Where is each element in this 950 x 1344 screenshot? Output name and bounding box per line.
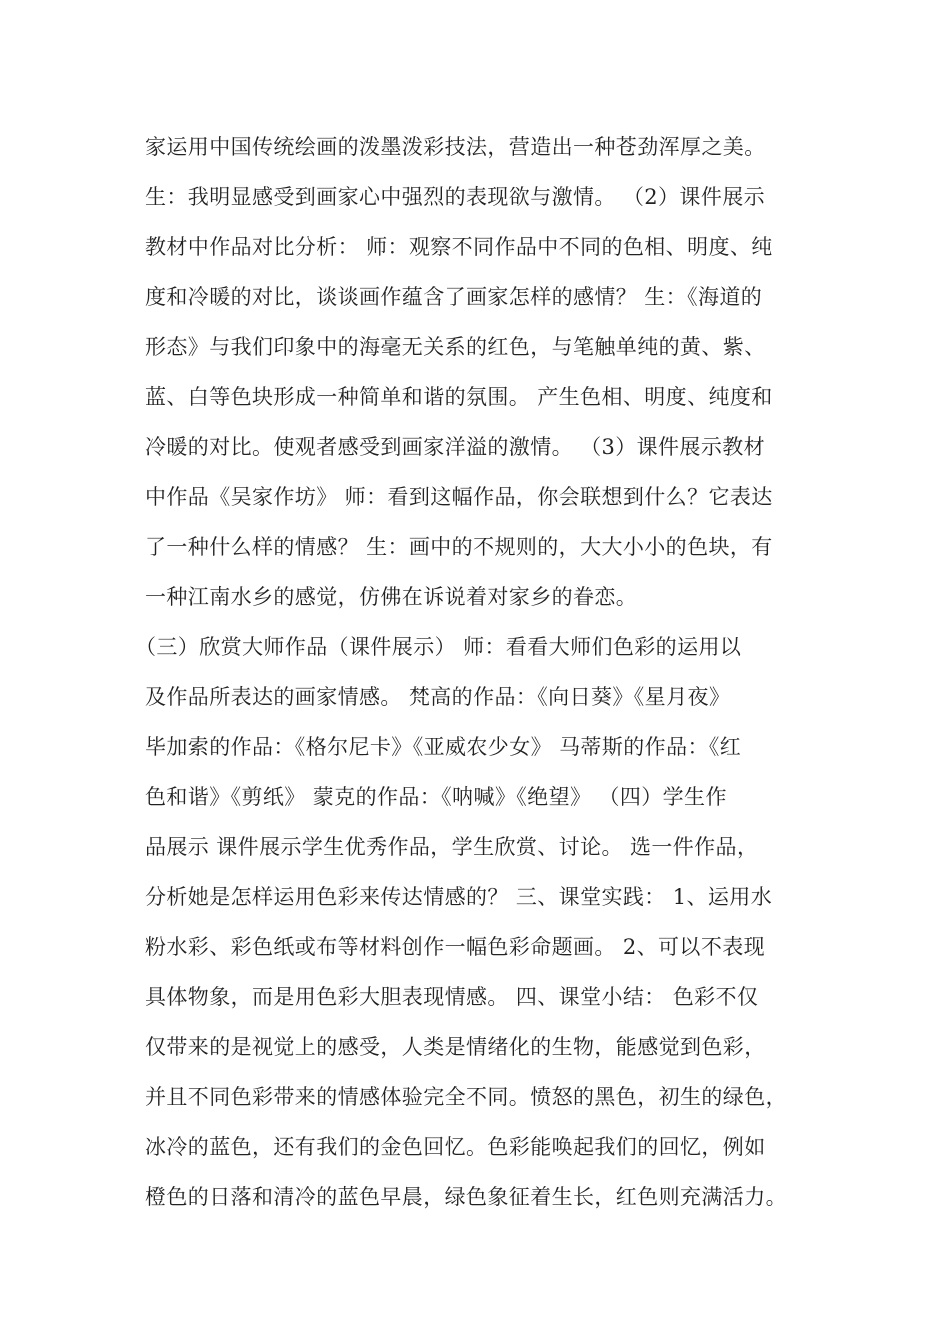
text-line-9: 了一种什么样的情感？ 生：画中的不规则的，大大小小的色块，有 <box>145 535 773 559</box>
text-line-17: 粉水彩、彩色纸或布等材料创作一幅色彩命题画。 2、可以不表现 <box>145 935 766 959</box>
text-line-3: 教材中作品对比分析： 师：观察不同作品中不同的色相、明度、纯 <box>145 235 773 259</box>
document-body <box>135 122 835 1222</box>
text-line-4: 度和冷暖的对比，谈谈画作蕴含了画家怎样的感情？ 生：《海道的 <box>145 285 763 309</box>
text-line-1: 家运用中国传统绘画的泼墨泼彩技法，营造出一种苍劲浑厚之美。 <box>145 135 766 159</box>
text-line-14: 色和谐》《剪纸》 蒙克的作品：《呐喊》《绝望》 （四）学生作 <box>145 785 727 809</box>
text-line-5: 形态》与我们印象中的海毫无关系的红色，与笔触单纯的黄、紫、 <box>145 335 766 359</box>
text-line-19: 仅带来的是视觉上的感受，人类是情绪化的生物，能感觉到色彩， <box>145 1035 766 1059</box>
text-line-22: 橙色的日落和清冷的蓝色早晨，绿色象征着生长，红色则充满活力。 <box>145 1185 787 1209</box>
text-line-10: 一种江南水乡的感觉，仿佛在诉说着对家乡的眷恋。 <box>145 585 638 609</box>
text-line-15: 品展示 课件展示学生优秀作品，学生欣赏、讨论。 选一件作品， <box>145 835 759 859</box>
text-line-7: 冷暖的对比。使观者感受到画家洋溢的激情。 （3）课件展示教材 <box>145 435 766 459</box>
text-line-6: 蓝、白等色块形成一种简单和谐的氛围。 产生色相、明度、纯度和 <box>145 385 773 409</box>
text-line-21: 冰冷的蓝色，还有我们的金色回忆。色彩能唤起我们的回忆，例如 <box>145 1135 766 1159</box>
text-line-18: 具体物象，而是用色彩大胆表现情感。 四、课堂小结： 色彩不仅 <box>145 985 759 1009</box>
text-line-13: 毕加索的作品：《格尔尼卡》《亚威农少女》 马蒂斯的作品：《红 <box>145 735 742 759</box>
text-line-11: （三）欣赏大师作品（课件展示） 师：看看大师们色彩的运用以 <box>135 635 742 659</box>
text-line-12: 及作品所表达的画家情感。 梵高的作品：《向日葵》《星月夜》 <box>145 685 731 709</box>
text-line-16: 分析她是怎样运用色彩来传达情感的？ 三、课堂实践： 1、运用水 <box>145 885 773 909</box>
text-line-8: 中作品《吴家作坊》 师：看到这幅作品，你会联想到什么？它表达 <box>145 485 773 509</box>
text-line-20: 并且不同色彩带来的情感体验完全不同。愤怒的黑色，初生的绿色， <box>145 1085 787 1109</box>
text-line-2: 生：我明显感受到画家心中强烈的表现欲与激情。 （2）课件展示 <box>145 185 766 209</box>
